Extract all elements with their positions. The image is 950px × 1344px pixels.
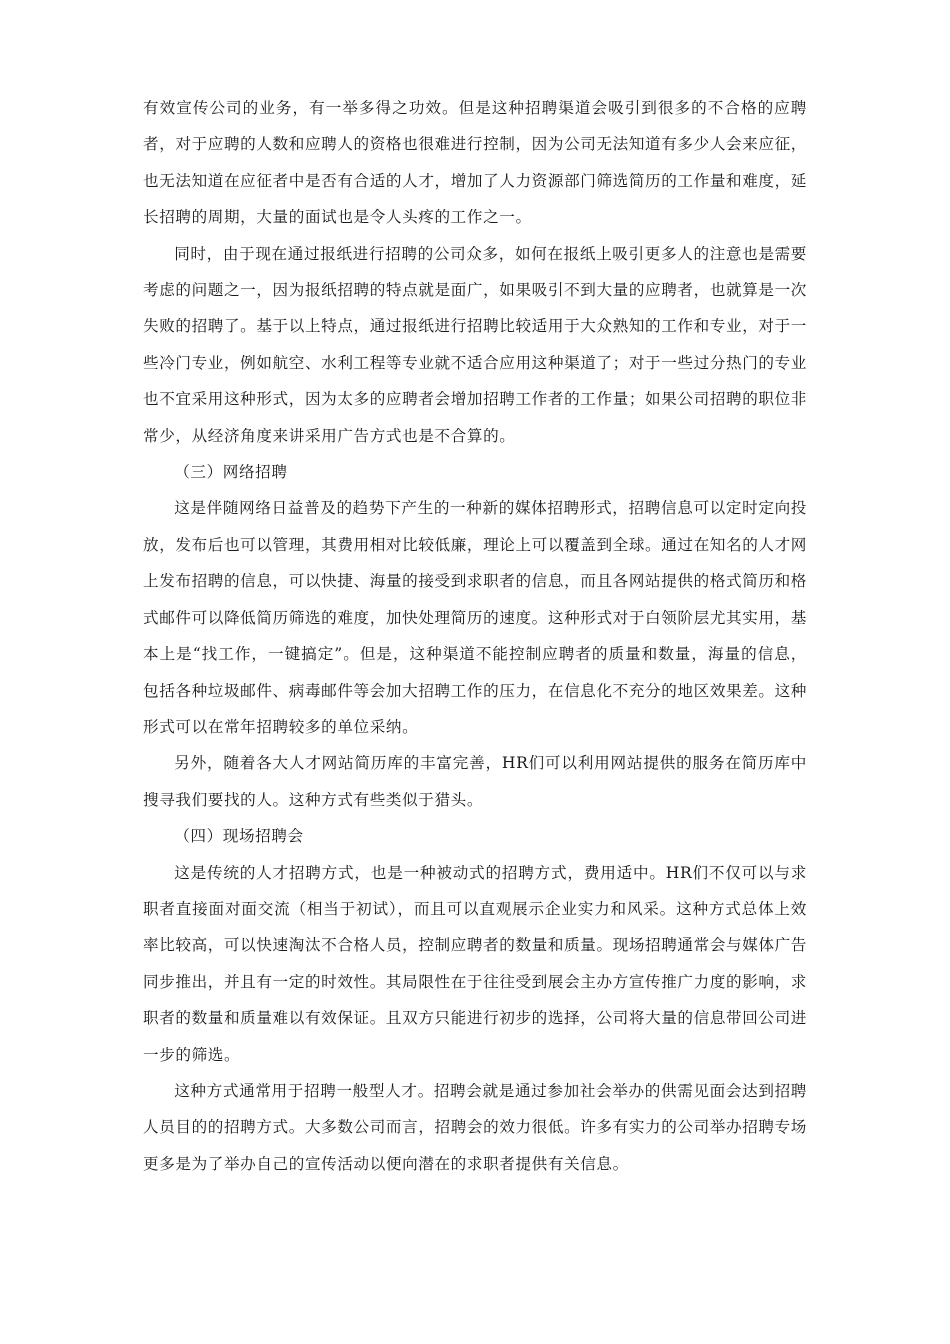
paragraph-online-recruiting: 这是伴随网络日益普及的趋势下产生的一种新的媒体招聘形式，招聘信息可以定时定向投放，发布后也可以管理，其费用相对比较低廉，理论上可以覆盖到全球。通过在知名的人才网上发布招聘的信息，可以快捷、海量的接受到求职者的信息，而且各网站提供的格式简历和格式邮件可以降低简历筛选的难度，加快处理简历的速度。这种形式对于白领阶层尤其实用，基本上是“找工作，一键搞定”。但是，这种渠道不能控制应聘者的质量和数量，海量的信息，包括各种垃圾邮件、病毒邮件等会加大招聘工作的压力，在信息化不充分的地区效果差。这种形式可以在常年招聘较多的单位采纳。 — [143, 499, 807, 736]
paragraph-newspaper-suitability: 同时，由于现在通过报纸进行招聘的公司众多，如何在报纸上吸引更多人的注意也是需要考虑的问题之一，因为报纸招聘的特点就是面广，如果吸引不到大量的应聘者，也就算是一次失败的招聘了。基于以上特点，通过报纸进行招聘比较适用于大众熟知的工作和专业，对于一些冷门专业，例如航空、水利工程等专业就不适合应用这种渠道了；对于一些过分热门的专业也不宜采用这种形式，因为太多的应聘者会增加招聘工作者的工作量；如果公司招聘的职位非常少，从经济角度来讲采用广告方式也是不合算的。 — [143, 244, 807, 445]
paragraph-newspaper-pros-cons: 有效宣传公司的业务，有一举多得之功效。但是这种招聘渠道会吸引到很多的不合格的应聘者，对于应聘的人数和应聘人的资格也很难进行控制，因为公司无法知道有多少人会来应征，也无法知道在应征者中是否有合适的人才，增加了人力资源部门筛选简历的工作量和难度，延长招聘的周期，大量的面试也是令人头疼的工作之一。 — [143, 99, 807, 227]
paragraph-job-fair: 这是传统的人才招聘方式，也是一种被动式的招聘方式，费用适中。HR们不仅可以与求职者直接面对面交流（相当于初试），而且可以直观展示企业实力和风采。这种方式总体上效率比较高，可以快速淘汰不合格人员，控制应聘者的数量和质量。现场招聘通常会与媒体广告同步推出，并且有一定的时效性。其局限性在于往往受到展会主办方宣传推广力度的影响，求职者的数量和质量难以有效保证。且双方只能进行初步的选择，公司将大量的信息带回公司进一步的筛选。 — [143, 863, 807, 1064]
section-heading-job-fair: （四）现场招聘会 — [174, 827, 304, 846]
paragraph-job-fair-usage: 这种方式通常用于招聘一般型人才。招聘会就是通过参加社会举办的供需见面会达到招聘人员目的的招聘方式。大多数公司而言，招聘会的效力很低。许多有实力的公司举办招聘专场更多是为了举办自己的宣传活动以便向潜在的求职者提供有关信息。 — [143, 1081, 807, 1173]
paragraph-resume-database: 另外，随着各大人才网站简历库的丰富完善，HR们可以利用网站提供的服务在简历库中搜寻我们要找的人。这种方式有些类似于猎头。 — [143, 754, 807, 809]
section-heading-online-recruiting: （三）网络招聘 — [174, 463, 288, 482]
document-page — [143, 90, 807, 1182]
